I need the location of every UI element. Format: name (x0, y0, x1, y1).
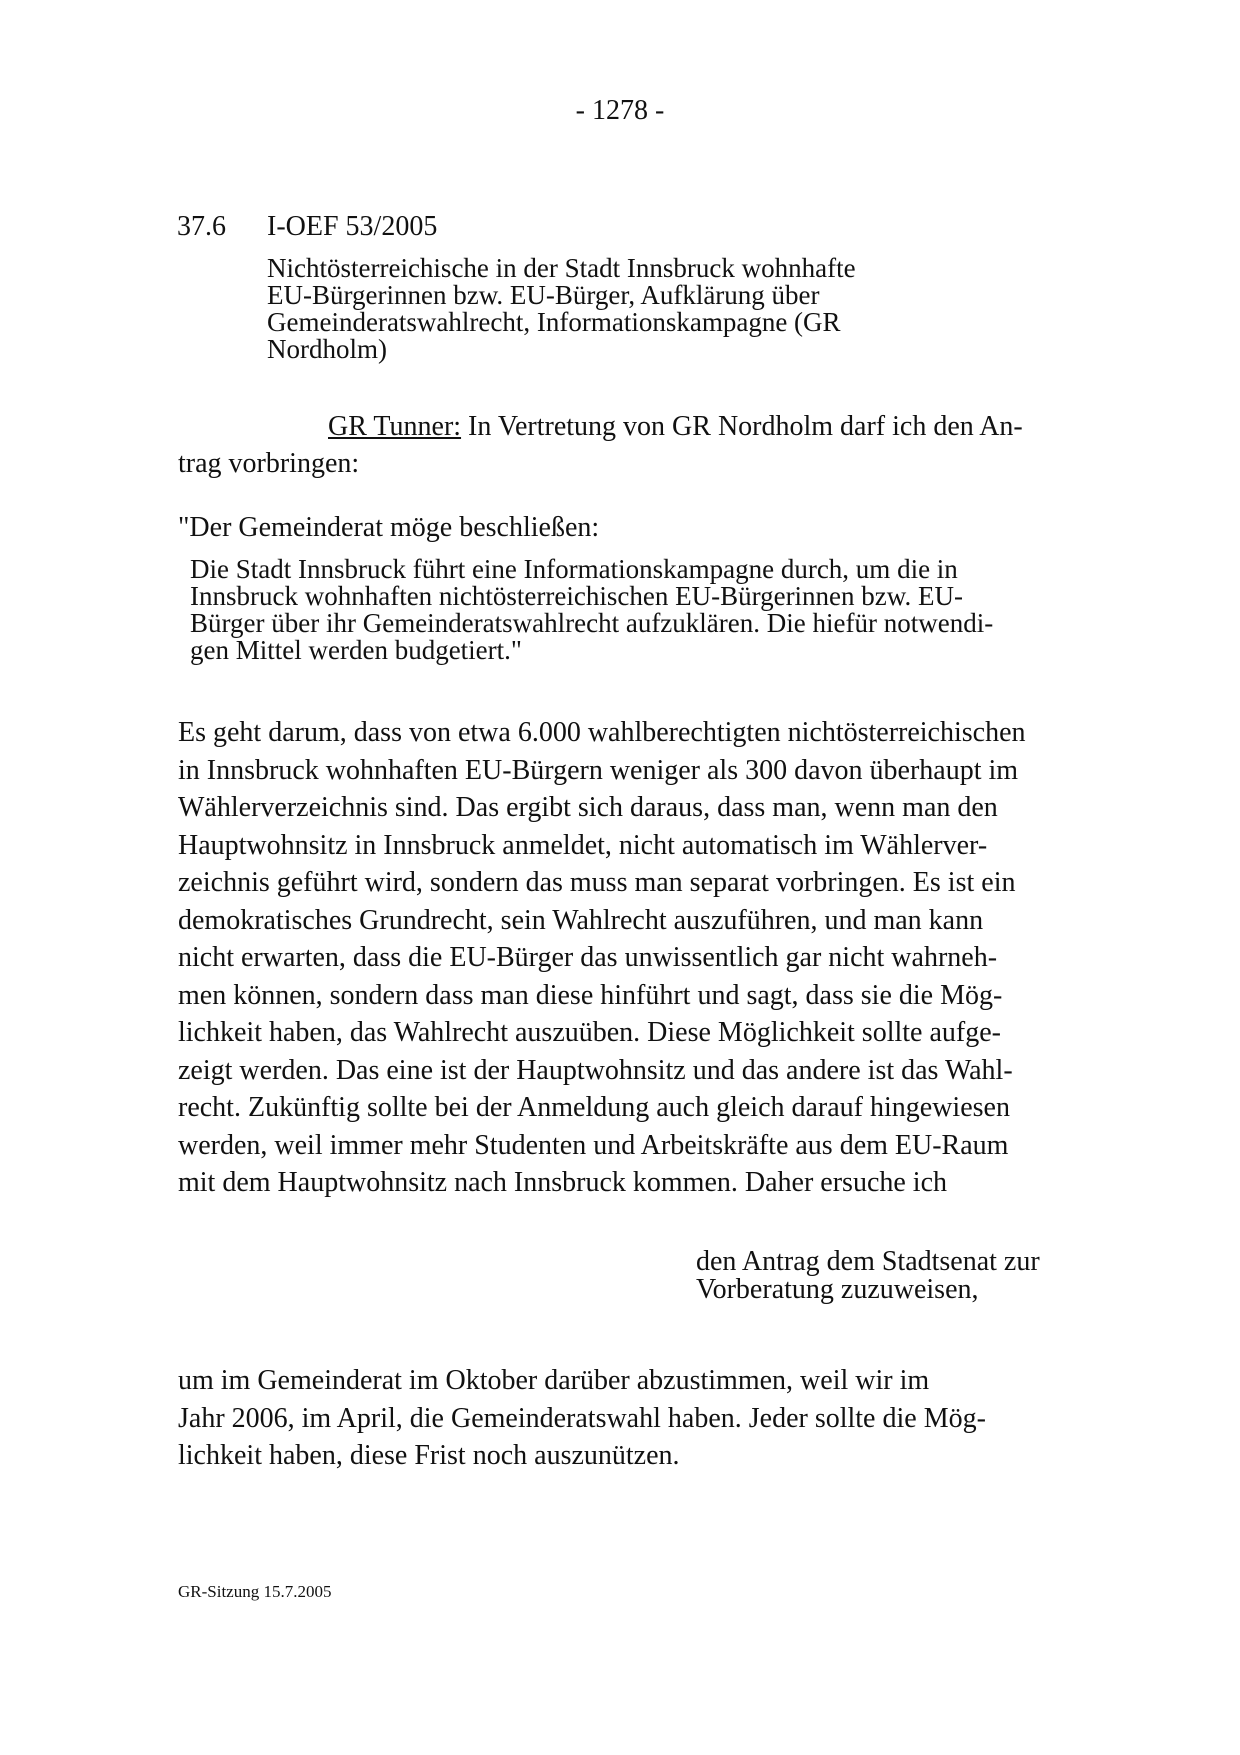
body-line: zeichnis geführt wird, sondern das muss man separat vorbringen. Es ist ein (178, 867, 1016, 898)
title-line: EU-Bürgerinnen bzw. EU-Bürger, Aufklärung über (267, 280, 820, 310)
speaker-paragraph (178, 408, 1070, 482)
body-line: werden, weil immer mehr Studenten und Arbeitskräfte aus dem EU-Raum (178, 1129, 1009, 1161)
motion-intro: "Der Gemeinderat möge beschließen: (178, 512, 600, 543)
body-line: in Innsbruck wohnhaften EU-Bürgern weniger als 300 davon überhaupt im (178, 754, 1019, 786)
body-line: men können, sondern dass man diese hinführt und sagt, dass sie die Mög- (178, 979, 1003, 1011)
closing-line: um im Gemeinderat im Oktober darüber abzustimmen, weil wir im (178, 1365, 930, 1396)
motion-line: gen Mittel werden budgetiert." (190, 635, 522, 665)
request-statement (696, 1248, 1076, 1304)
request-line: Vorberatung zuzuweisen, (696, 1274, 979, 1305)
speech-body (178, 714, 1070, 1202)
agenda-item-title (267, 255, 967, 363)
body-line: nicht erwarten, dass die EU-Bürger das unwissentlich gar nicht wahrneh- (178, 942, 998, 973)
body-line: Es geht darum, dass von etwa 6.000 wahlberechtigten nichtösterreichischen (178, 717, 1026, 748)
footer-session-date: GR-Sitzung 15.7.2005 (178, 1582, 332, 1601)
body-line: recht. Zukünftig sollte bei der Anmeldung auch gleich darauf hingewiesen (178, 1092, 1010, 1123)
body-line: lichkeit haben, das Wahlrecht auszuüben. Diese Möglichkeit sollte aufge- (178, 1017, 1001, 1048)
body-line: Hauptwohnsitz in Innsbruck anmeldet, nicht automatisch im Wählerver- (178, 829, 988, 861)
body-line: Wählerverzeichnis sind. Das ergibt sich daraus, dass man, wenn man den (178, 792, 998, 823)
speaker-name: GR Tunner: (328, 411, 462, 442)
closing-paragraph (178, 1362, 1070, 1475)
speaker-intro-text: In Vertretung von GR Nordholm darf ich den An- (461, 411, 1023, 442)
motion-line: Die Stadt Innsbruck führt eine Informationskampagne durch, um die in (190, 554, 958, 584)
title-line: Nordholm) (267, 334, 387, 364)
body-line: demokratisches Grundrecht, sein Wahlrecht auszuführen, und man kann (178, 904, 984, 936)
page-number: - 1278 - (575, 95, 665, 126)
speaker-line-2: trag vorbringen: (178, 448, 360, 479)
motion-line: Innsbruck wohnhaften nichtösterreichischen EU-Bürgerinnen bzw. EU- (190, 581, 964, 611)
request-line: den Antrag dem Stadtsenat zur (696, 1246, 1040, 1277)
body-line: zeigt werden. Das eine ist der Hauptwohnsitz und das andere ist das Wahl- (178, 1054, 1013, 1086)
motion-line: Bürger über ihr Gemeinderatswahlrecht aufzuklären. Die hiefür notwendi- (190, 608, 994, 638)
agenda-item-number: 37.6 (177, 211, 226, 242)
title-line: Gemeinderatswahlrecht, Informationskampagne (GR (267, 307, 841, 337)
closing-line: Jahr 2006, im April, die Gemeinderatswahl haben. Jeder sollte die Mög- (178, 1402, 986, 1434)
body-line: mit dem Hauptwohnsitz nach Innsbruck kommen. Daher ersuche ich (178, 1167, 948, 1198)
motion-text (190, 556, 1070, 664)
title-line: Nichtösterreichische in der Stadt Innsbruck wohnhafte (267, 253, 856, 283)
closing-line: lichkeit haben, diese Frist noch auszunützen. (178, 1440, 680, 1471)
speaker-line-1 (178, 408, 1070, 445)
agenda-item-reference: I-OEF 53/2005 (267, 211, 438, 242)
